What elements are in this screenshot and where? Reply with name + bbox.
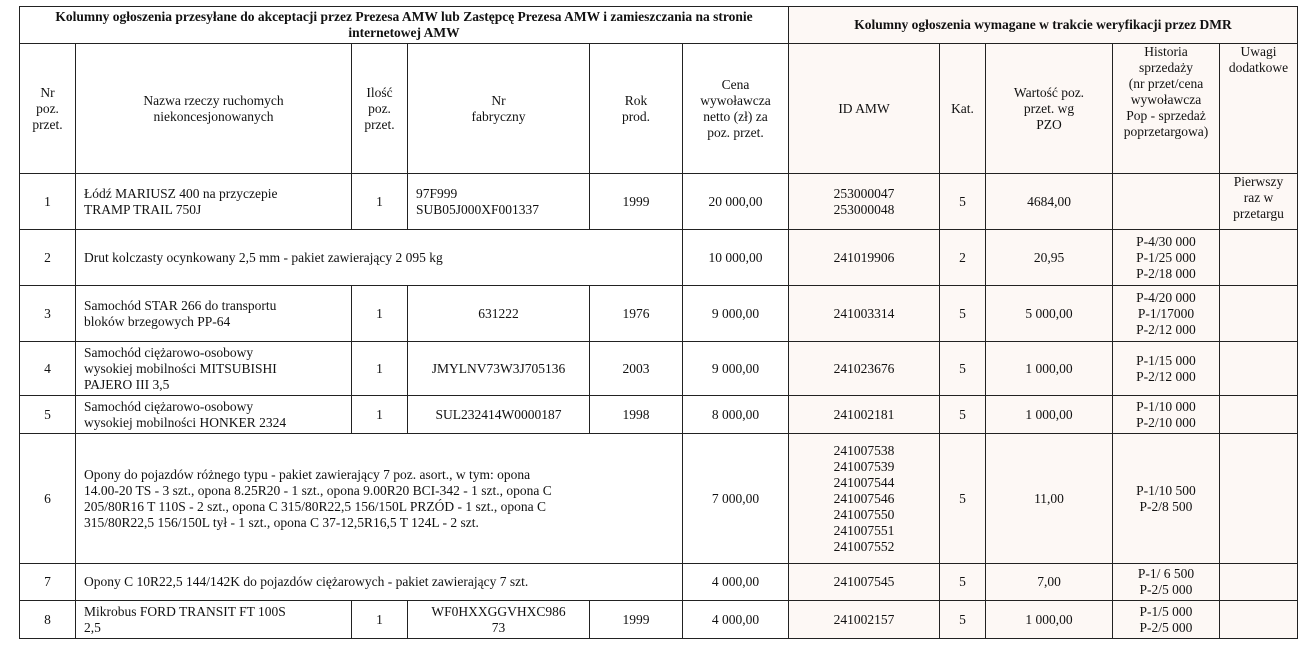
cell-uwagi [1220,342,1298,396]
cell-ilosc: 1 [352,601,408,639]
cell-ilosc: 1 [352,174,408,230]
group-header-right: Kolumny ogłoszenia wymagane w trakcie weryfikacji przez DMR [789,7,1298,44]
cell-id-amw: 241023676 [789,342,940,396]
cell-nazwa: Samochód ciężarowo-osobowy wysokiej mobilności HONKER 2324 [76,396,352,434]
col-header-nazwa: Nazwa rzeczy ruchomych niekoncesjonowanych [76,44,352,174]
cell-cena: 9 000,00 [683,342,789,396]
cell-cena: 4 000,00 [683,564,789,601]
cell-nr: 4 [20,342,76,396]
cell-kat: 5 [940,396,986,434]
cell-wartosc: 7,00 [986,564,1113,601]
col-header-wartosc: Wartość poz. przet. wg PZO [986,44,1113,174]
cell-wartosc: 4684,00 [986,174,1113,230]
cell-historia: P-1/ 6 500 P-2/5 000 [1113,564,1220,601]
col-header-id-amw: ID AMW [789,44,940,174]
col-header-nr: Nr poz. przet. [20,44,76,174]
cell-historia: P-1/15 000 P-2/12 000 [1113,342,1220,396]
cell-id-amw: 241007545 [789,564,940,601]
cell-cena: 7 000,00 [683,434,789,564]
cell-rok: 2003 [590,342,683,396]
col-header-uwagi: Uwagi dodatkowe [1220,44,1298,174]
cell-kat: 5 [940,286,986,342]
cell-id-amw: 241002157 [789,601,940,639]
cell-rok: 1998 [590,396,683,434]
cell-kat: 5 [940,174,986,230]
cell-id-amw: 241002181 [789,396,940,434]
cell-nazwa: Samochód STAR 266 do transportu bloków brzegowych PP-64 [76,286,352,342]
cell-historia: P-4/30 000 P-1/25 000 P-2/18 000 [1113,230,1220,286]
cell-historia: P-4/20 000 P-1/17000 P-2/12 000 [1113,286,1220,342]
cell-cena: 10 000,00 [683,230,789,286]
col-header-historia: Historia sprzedaży (nr przet/cena wywoławcza Pop - sprzedaż poprzetargowa) [1113,44,1220,174]
cell-historia: P-1/10 000 P-2/10 000 [1113,396,1220,434]
cell-nr: 6 [20,434,76,564]
table-row [20,286,1298,342]
cell-cena: 9 000,00 [683,286,789,342]
cell-nr-fabryczny: SUL232414W0000187 [408,396,590,434]
col-header-cena: Cena wywoławcza netto (zł) za poz. przet. [683,44,789,174]
cell-nazwa: Drut kolczasty ocynkowany 2,5 mm - pakiet zawierający 2 095 kg [76,230,683,286]
cell-wartosc: 20,95 [986,230,1113,286]
auction-items-table [19,6,1298,639]
cell-nazwa: Mikrobus FORD TRANSIT FT 100S 2,5 [76,601,352,639]
cell-ilosc: 1 [352,342,408,396]
cell-id-amw: 253000047 253000048 [789,174,940,230]
cell-kat: 5 [940,434,986,564]
col-header-ilosc: Ilość poz. przet. [352,44,408,174]
table-row [20,601,1298,639]
cell-nr: 7 [20,564,76,601]
cell-cena: 8 000,00 [683,396,789,434]
group-header-row [20,7,1298,44]
cell-nr: 2 [20,230,76,286]
table-row [20,230,1298,286]
cell-id-amw: 241007538 241007539 241007544 241007546 241007550 241007551 241007552 [789,434,940,564]
cell-uwagi [1220,396,1298,434]
cell-rok: 1999 [590,174,683,230]
cell-uwagi [1220,286,1298,342]
table-row [20,396,1298,434]
cell-nr: 8 [20,601,76,639]
cell-nr: 5 [20,396,76,434]
cell-uwagi [1220,230,1298,286]
cell-historia: P-1/5 000 P-2/5 000 [1113,601,1220,639]
cell-kat: 2 [940,230,986,286]
cell-nr: 3 [20,286,76,342]
cell-wartosc: 1 000,00 [986,342,1113,396]
cell-wartosc: 11,00 [986,434,1113,564]
cell-kat: 5 [940,601,986,639]
cell-nr-fabryczny: JMYLNV73W3J705136 [408,342,590,396]
col-header-kat: Kat. [940,44,986,174]
cell-historia: P-1/10 500 P-2/8 500 [1113,434,1220,564]
cell-nr: 1 [20,174,76,230]
cell-rok: 1999 [590,601,683,639]
cell-uwagi [1220,601,1298,639]
cell-nr-fabryczny: 97F999 SUB05J000XF001337 [408,174,590,230]
table-row [20,564,1298,601]
cell-rok: 1976 [590,286,683,342]
cell-uwagi [1220,564,1298,601]
cell-nr-fabryczny: 631222 [408,286,590,342]
col-header-rok: Rok prod. [590,44,683,174]
cell-nazwa: Opony do pojazdów różnego typu - pakiet zawierający 7 poz. asort., w tym: opona 14.00-20 TS - 3 szt., opona 8.25R20 - 1 szt., opona 9.00R20 BCI-342 - 1 szt., opona C 205/80R16 T 110S - 2 szt., opona C 315/80R22,5 156/150L PRZÓD - 1 szt., opona C 315/80R22,5 156/150L tył - 1 szt., opona C 37-12,5R16,5 T 124L - 2 szt. [76,434,683,564]
cell-historia [1113,174,1220,230]
cell-cena: 20 000,00 [683,174,789,230]
cell-id-amw: 241019906 [789,230,940,286]
cell-cena: 4 000,00 [683,601,789,639]
cell-id-amw: 241003314 [789,286,940,342]
col-header-nr-fabryczny: Nr fabryczny [408,44,590,174]
cell-kat: 5 [940,342,986,396]
table-row [20,174,1298,230]
cell-wartosc: 5 000,00 [986,286,1113,342]
cell-ilosc: 1 [352,286,408,342]
cell-nazwa: Łódź MARIUSZ 400 na przyczepie TRAMP TRAIL 750J [76,174,352,230]
group-header-left: Kolumny ogłoszenia przesyłane do akceptacji przez Prezesa AMW lub Zastępcę Prezesa AMW i zamieszczania na stronie internetowej AMW [20,7,789,44]
cell-uwagi [1220,434,1298,564]
column-header-row [20,44,1298,174]
cell-kat: 5 [940,564,986,601]
cell-wartosc: 1 000,00 [986,396,1113,434]
cell-nazwa: Samochód ciężarowo-osobowy wysokiej mobilności MITSUBISHI PAJERO III 3,5 [76,342,352,396]
table-row [20,434,1298,564]
table-row [20,342,1298,396]
cell-wartosc: 1 000,00 [986,601,1113,639]
document-page [19,6,1298,639]
cell-nr-fabryczny: WF0HXXGGVHXC986 73 [408,601,590,639]
cell-ilosc: 1 [352,396,408,434]
cell-uwagi: Pierwszy raz w przetargu [1220,174,1298,230]
cell-nazwa: Opony C 10R22,5 144/142K do pojazdów ciężarowych - pakiet zawierający 7 szt. [76,564,683,601]
